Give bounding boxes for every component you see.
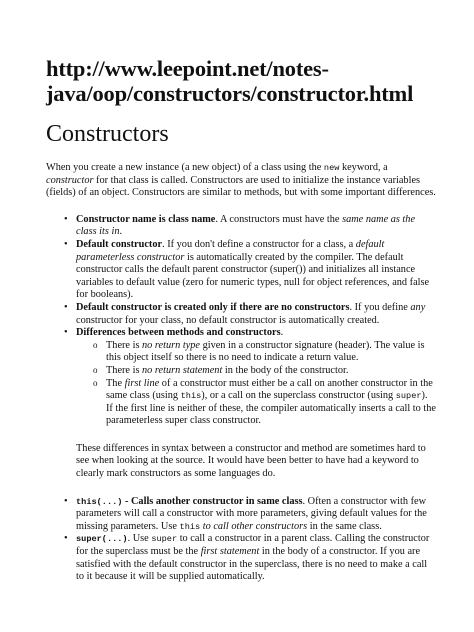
source-url-line1: http://www.leepoint.net/notes- — [46, 56, 329, 81]
sub-list-item: o There is no return statement in the body of the constructor. — [106, 365, 436, 378]
source-url — [46, 56, 436, 106]
em-constructor: constructor — [46, 174, 94, 186]
intro-paragraph: When you create a new instance (a new object) of a class using the new keyword, a constructor for that class is called. Constructors are used to initialize the instance variables (fields) of an object. Constructors are similar to methods, but with some important differences. — [46, 162, 436, 199]
sub-list-item: o There is no return type given in a constructor signature (header). The value is this object itself so there is no need to indicate a return value. — [106, 340, 436, 365]
constructor-calls-list — [46, 496, 436, 584]
source-url-line2: java/oop/constructors/constructor.html — [46, 81, 414, 106]
differences-list — [46, 214, 436, 428]
list-item: • Constructor name is class name. A constructors must have the same name as the class its in. — [76, 214, 436, 239]
list-item: • this(...) - Calls another constructor in same class. Often a constructor with few parameters will call a constructor with more parameters, giving default values for the missing parameters. Use this to call other constructors in the same class. — [76, 496, 436, 534]
page-title: Constructors — [46, 121, 169, 147]
list-item: • Default constructor. If you don't define a constructor for a class, a default parameterless constructor is automatically created by the compiler. The default constructor calls the default parent constructor (super()) and initializes all instance variables to default value (zero for numeric types, null for object references, and false for booleans). — [76, 239, 436, 302]
sub-list — [76, 340, 436, 428]
syntax-note-paragraph: These differences in syntax between a constructor and method are sometimes hard to see when looking at the source. It would have been better to have had a keyword to clearly mark constructors as some languages do. — [76, 442, 426, 480]
list-item: • Differences between methods and constructors. o There is no return type given in a constructor signature (header). The value is this object itself so there is no need to indicate a return value. o There is no return statement in the body of the constructor. o The first line of a constructor must either be a call on another constructor in the same class (using this), or a call on the superclass constructor (using super). If the first line is neither of these, the compiler automatically inserts a call to the parameterless super class constructor. — [76, 327, 436, 428]
list-item: • super(...). Use super to call a constructor in a parent class. Calling the constructor for the superclass must be the first statement in the body of a constructor. If you are satisfied with the default constructor in the superclass, there is no need to make a call to it because it will be supplied automatically. — [76, 533, 436, 583]
code-new: new — [323, 163, 340, 173]
sub-list-item: o The first line of a constructor must either be a call on another constructor in the same class (using this), or a call on the superclass constructor (using super). If the first line is neither of these, the compiler automatically inserts a call to the parameterless super class constructor. — [106, 378, 436, 428]
list-item: • Default constructor is created only if there are no constructors. If you define any constructor for your class, no default constructor is automatically created. — [76, 302, 436, 327]
